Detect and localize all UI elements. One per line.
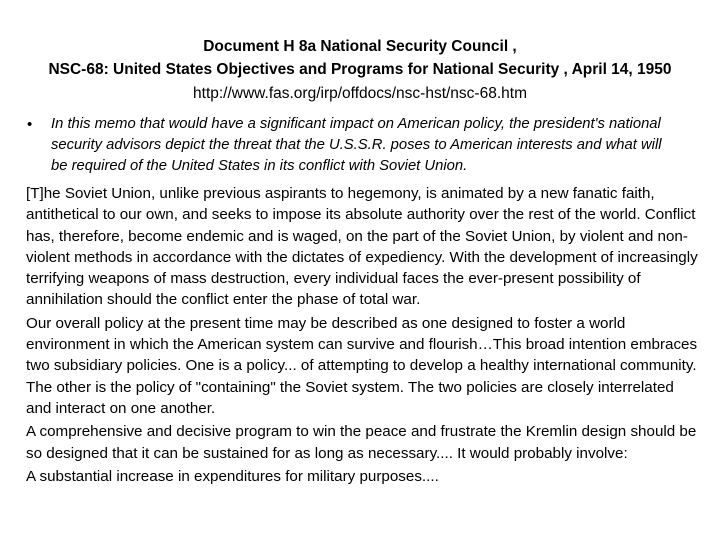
paragraph-program: A comprehensive and decisive program to win the peace and frustrate the Kremlin design should be so designed that it can be sustained for as long as necessary.... It would probably involve:	[26, 423, 697, 462]
document-title: Document H 8a National Security Council ,	[203, 38, 517, 55]
paragraph-military: A substantial increase in expenditures for military purposes....	[26, 467, 439, 485]
document-subtitle: NSC-68: United States Objectives and Programs for National Security , April 14, 1950	[48, 61, 672, 78]
source-url: http://www.fas.org/irp/offdocs/nsc-hst/nsc-68.htm	[193, 85, 527, 102]
bullet-icon: •	[27, 116, 33, 133]
paragraph-soviet-union: [T]he Soviet Union, unlike previous aspirants to hegemony, is animated by a new fanatic faith, antithetical to our own, and seeks to impose its absolute authority over the rest of the world. Conflict has, therefore, become endemic and is waged, on the part of the Soviet Union, by violent and non-violent methods in accordance with the dictates of expediency. With the development of increasingly terrifying weapons of mass destruction, every individual faces the ever-present possibility of annihilation should the conflict enter the phase of total war.	[26, 185, 698, 309]
document-body	[26, 183, 702, 489]
paragraph-overall-policy: Our overall policy at the present time may be described as one designed to foster a world environment in which the American system can survive and flourish…This broad intention embraces two subsidiary policies. One is a policy... of attempting to develop a healthy international community. The other is the policy of "containing" the Soviet system. The two policies are closely interrelated and interact on one another.	[26, 314, 698, 417]
intro-text: In this memo that would have a significant impact on American policy, the president's national security advisors depict the threat that the U.S.S.R. poses to American interests and what will be required of the United States in its conflict with Soviet Union.	[51, 116, 662, 174]
intro-bullet	[27, 114, 707, 177]
